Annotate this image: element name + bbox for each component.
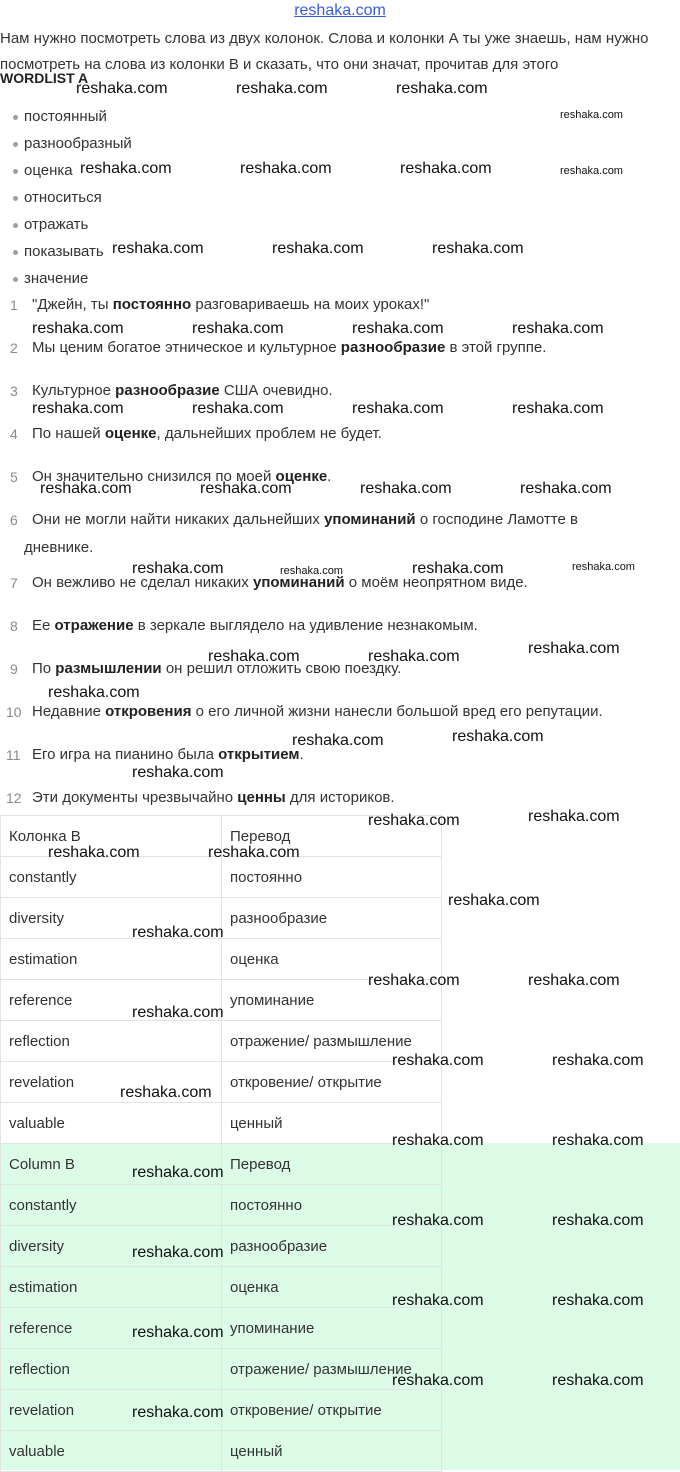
- sentence-text: Он вежливо не сделал никаких: [32, 574, 253, 591]
- watermark: reshaka.com: [80, 160, 172, 177]
- table-cell: оценка: [222, 939, 442, 980]
- watermark: reshaka.com: [368, 812, 460, 829]
- sentence-text: Культурное: [32, 382, 116, 399]
- watermark: reshaka.com: [240, 160, 332, 177]
- sentence: [0, 420, 660, 448]
- sentence-keyword: упоминаний: [252, 574, 345, 591]
- table-cell: reflection: [1, 1021, 222, 1062]
- watermark: reshaka.com: [392, 1052, 484, 1069]
- watermark: reshaka.com: [552, 1292, 644, 1309]
- watermark: reshaka.com: [392, 1212, 484, 1229]
- list-item: показывать: [0, 238, 300, 265]
- sentence-text: .: [327, 468, 332, 485]
- sentence-text: дневнике.: [24, 539, 94, 556]
- watermark: reshaka.com: [236, 80, 328, 97]
- list-item: постоянный: [0, 103, 300, 130]
- column-header: Перевод: [222, 816, 442, 857]
- watermark: reshaka.com: [132, 560, 224, 577]
- list-item: отражать: [0, 211, 300, 238]
- watermark: reshaka.com: [528, 808, 620, 825]
- sentence-text: он решил отложить свою поездку.: [161, 660, 402, 677]
- sentence-text: о моём неопрятном виде.: [344, 574, 528, 591]
- sentence-text: Они не могли найти никаких дальнейших: [32, 511, 325, 528]
- sentence-keyword: отражение: [54, 617, 134, 634]
- watermark: reshaka.com: [352, 400, 444, 417]
- watermark: reshaka.com: [132, 924, 224, 941]
- wordlist-title: WORDLIST A: [0, 70, 89, 86]
- list-item: относиться: [0, 184, 300, 211]
- vocab-table-en: [0, 1143, 442, 1472]
- table-cell: valuable: [1, 1431, 222, 1472]
- table-cell: estimation: [1, 939, 222, 980]
- sentence-keyword: открытием: [218, 746, 300, 763]
- sentence: [0, 291, 660, 319]
- watermark: reshaka.com: [552, 1212, 644, 1229]
- watermark: reshaka.com: [32, 320, 124, 337]
- sentence-number: 8: [10, 618, 18, 634]
- sentence-text: в этой группе.: [445, 339, 547, 356]
- sentence-keyword: откровения: [105, 703, 192, 720]
- sentence-number: 5: [10, 469, 18, 485]
- watermark: reshaka.com: [452, 728, 544, 745]
- sentence-number: 11: [6, 747, 21, 763]
- table-cell: revelation: [1, 1062, 222, 1103]
- sentence-text: Эти документы чрезвычайно: [32, 789, 238, 806]
- watermark: reshaka.com: [192, 400, 284, 417]
- watermark: reshaka.com: [448, 892, 540, 909]
- watermark: reshaka.com: [528, 972, 620, 989]
- sentence-text: "Джейн, ты: [32, 296, 113, 313]
- table-cell: reference: [1, 1308, 222, 1349]
- watermark: reshaka.com: [48, 844, 140, 861]
- table-cell: revelation: [1, 1390, 222, 1431]
- table-cell: valuable: [1, 1103, 222, 1144]
- table-cell: откровение/ открытие: [222, 1062, 442, 1103]
- table-cell: estimation: [1, 1267, 222, 1308]
- table-cell: reflection: [1, 1349, 222, 1390]
- watermark: reshaka.com: [200, 480, 292, 497]
- watermark: reshaka.com: [392, 1372, 484, 1389]
- sentence-keyword: постоянно: [112, 296, 192, 313]
- table-row: [1, 857, 442, 898]
- watermark: reshaka.com: [520, 480, 612, 497]
- sentence-keyword: разнообразие: [340, 339, 446, 356]
- sentence-text: в зеркале выглядело на удивление незнакомым.: [133, 617, 478, 634]
- sentence-keyword: размышлении: [55, 660, 162, 677]
- table-cell: constantly: [1, 1185, 222, 1226]
- table-row: [1, 1103, 442, 1144]
- sentence-number: 9: [10, 661, 18, 677]
- table-cell: отражение/ размышление: [222, 1349, 442, 1390]
- watermark: reshaka.com: [272, 240, 364, 257]
- sentence-number: 7: [10, 575, 18, 591]
- sentence-text: , дальнейших проблем не будет.: [156, 425, 382, 442]
- sentence: [0, 612, 660, 640]
- watermark: reshaka.com: [292, 732, 384, 749]
- watermark: reshaka.com: [392, 1292, 484, 1309]
- table-row: [1, 1431, 442, 1472]
- watermark: reshaka.com: [572, 561, 635, 573]
- sentence-text: По: [32, 660, 56, 677]
- list-item: значение: [0, 265, 300, 292]
- sentence-text: Ее: [32, 617, 55, 634]
- sentence-text: о господине Ламотте в: [415, 511, 578, 528]
- watermark: reshaka.com: [512, 320, 604, 337]
- table-cell: упоминание: [222, 1308, 442, 1349]
- watermark: reshaka.com: [280, 565, 343, 577]
- table-row: [1, 1062, 442, 1103]
- column-header: Колонка B: [1, 816, 222, 857]
- sentence-keyword: ценны: [237, 789, 286, 806]
- sentence-keyword: разнообразие: [115, 382, 220, 399]
- sentence-number: 6: [10, 512, 18, 528]
- table-row: [1, 1267, 442, 1308]
- watermark: reshaka.com: [208, 648, 300, 665]
- table-cell: разнообразие: [222, 1226, 442, 1267]
- watermark: reshaka.com: [560, 165, 623, 177]
- intro-text: Нам нужно посмотреть слова из двух колонок. Слова и колонки А ты уже знаешь, нам нужно посмотреть на слова из колонки В и сказать, что они значат, прочитав для этого: [0, 30, 649, 73]
- watermark: reshaka.com: [368, 972, 460, 989]
- watermark: reshaka.com: [512, 400, 604, 417]
- sentence-text: Он значительно снизился по моей: [32, 468, 276, 485]
- sentence-number: 1: [10, 297, 18, 313]
- watermark: reshaka.com: [360, 480, 452, 497]
- wordlist: [0, 103, 300, 292]
- watermark: reshaka.com: [432, 240, 524, 257]
- sentence-text: Недавние: [32, 703, 106, 720]
- watermark: reshaka.com: [368, 648, 460, 665]
- column-header: Перевод: [222, 1144, 442, 1185]
- watermark: reshaka.com: [132, 1324, 224, 1341]
- watermark: reshaka.com: [352, 320, 444, 337]
- watermark: reshaka.com: [132, 1164, 224, 1181]
- watermark: reshaka.com: [560, 109, 623, 121]
- watermark: reshaka.com: [208, 844, 300, 861]
- sentence-number: 10: [6, 704, 22, 720]
- sentence-keyword: упоминаний: [324, 511, 416, 528]
- sentence: [0, 506, 660, 562]
- list-item: оценка: [0, 157, 300, 184]
- watermark: reshaka.com: [412, 560, 504, 577]
- watermark: reshaka.com: [76, 80, 168, 97]
- watermark: reshaka.com: [32, 400, 124, 417]
- table-cell: reference: [1, 980, 222, 1021]
- sentence-text: США очевидно.: [219, 382, 333, 399]
- sentence-text: .: [299, 746, 304, 763]
- sentence-number: 4: [10, 426, 18, 442]
- table-cell: ценный: [222, 1103, 442, 1144]
- sentence: [0, 655, 660, 683]
- watermark: reshaka.com: [132, 1244, 224, 1261]
- watermark: reshaka.com: [396, 80, 488, 97]
- sentence: [0, 698, 660, 726]
- sentence: [0, 334, 660, 362]
- sentence-text: Его игра на пианино была: [32, 746, 219, 763]
- watermark: reshaka.com: [48, 684, 140, 701]
- watermark: reshaka.com: [192, 320, 284, 337]
- table-row: [1, 1021, 442, 1062]
- sentence-keyword: оценке: [104, 425, 157, 442]
- sentence-keyword: оценке: [275, 468, 328, 485]
- list-item: разнообразный: [0, 130, 300, 157]
- watermark: reshaka.com: [40, 480, 132, 497]
- watermark: reshaka.com: [552, 1052, 644, 1069]
- table-cell: постоянно: [222, 1185, 442, 1226]
- watermark: reshaka.com: [392, 1132, 484, 1149]
- table-cell: постоянно: [222, 857, 442, 898]
- table-row: [1, 1349, 442, 1390]
- table-row: [1, 1185, 442, 1226]
- table-cell: constantly: [1, 857, 222, 898]
- watermark: reshaka.com: [528, 640, 620, 657]
- table-cell: откровение/ открытие: [222, 1390, 442, 1431]
- table-cell: diversity: [1, 1226, 222, 1267]
- watermark: reshaka.com: [552, 1132, 644, 1149]
- watermark: reshaka.com: [120, 1084, 212, 1101]
- sentence-text: По нашей: [32, 425, 105, 442]
- table-cell: оценка: [222, 1267, 442, 1308]
- watermark: reshaka.com: [552, 1372, 644, 1389]
- sentence-number: 2: [10, 340, 18, 356]
- watermark: reshaka.com: [400, 160, 492, 177]
- watermark: reshaka.com: [132, 1404, 224, 1421]
- sentence-text: для историков.: [285, 789, 395, 806]
- sentence-text: разговариваешь на моих уроках!": [191, 296, 430, 313]
- watermark: reshaka.com: [132, 764, 224, 781]
- watermark: reshaka.com: [132, 1004, 224, 1021]
- table-cell: упоминание: [222, 980, 442, 1021]
- table-cell: ценный: [222, 1431, 442, 1472]
- table-cell: отражение/ размышление: [222, 1021, 442, 1062]
- watermark: reshaka.com: [112, 240, 204, 257]
- sentence-number: 3: [10, 383, 18, 399]
- sentence-text: о его личной жизни нанесли большой вред его репутации.: [191, 703, 603, 720]
- column-header: Column B: [1, 1144, 222, 1185]
- table-cell: разнообразие: [222, 898, 442, 939]
- sentence-text: Мы ценим богатое этническое и культурное: [32, 339, 341, 356]
- sentence-number: 12: [6, 790, 22, 806]
- site-logo[interactable]: reshaka.com: [294, 2, 386, 19]
- table-cell: diversity: [1, 898, 222, 939]
